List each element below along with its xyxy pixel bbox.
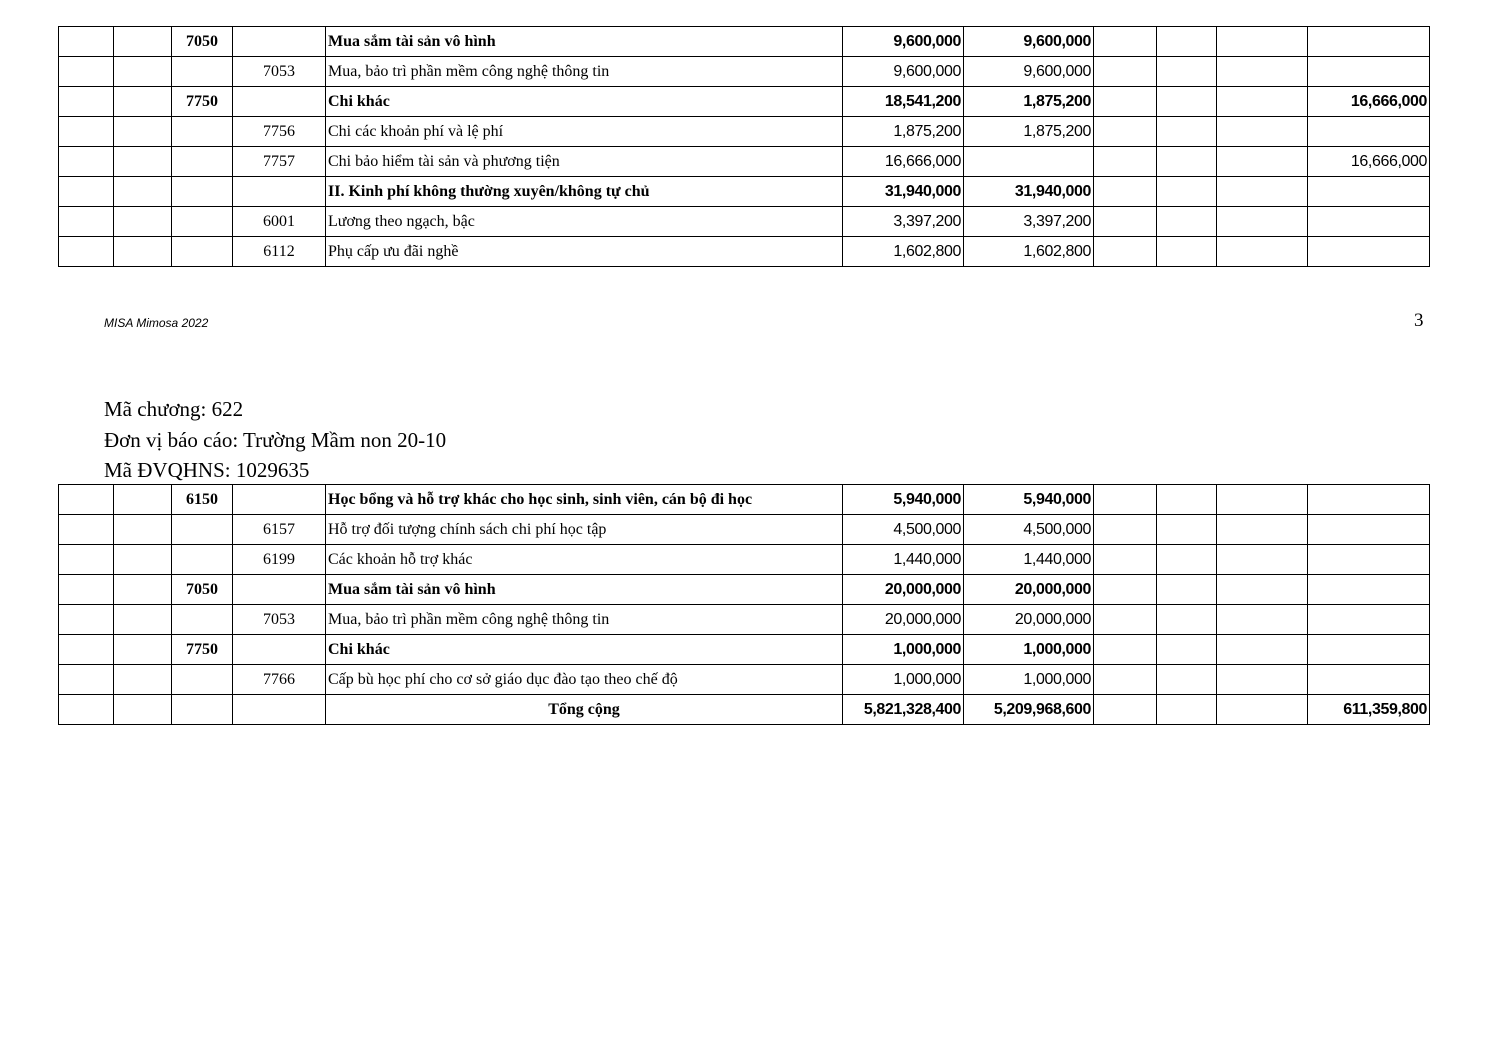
empty-amount-cell [1094, 147, 1157, 177]
empty-amount-cell [1217, 27, 1308, 57]
total-label: Tổng cộng [326, 695, 843, 725]
self-managed-amount-cell: 9,600,000 [964, 57, 1094, 87]
empty-cell [114, 545, 172, 575]
item-code-cell: 6199 [233, 545, 326, 575]
self-managed-amount-cell: 1,875,200 [964, 117, 1094, 147]
empty-amount-cell [1157, 207, 1217, 237]
empty-amount-cell [1094, 635, 1157, 665]
group-code-cell: 6150 [172, 485, 233, 515]
empty-amount-cell [1217, 515, 1308, 545]
total-amount-cell: 9,600,000 [843, 27, 964, 57]
self-managed-amount-cell: 20,000,000 [964, 575, 1094, 605]
group-code-cell [172, 57, 233, 87]
chapter-code: Mã chương: 622 [104, 397, 244, 421]
table-body-top [59, 27, 1430, 267]
total-row [59, 695, 1430, 725]
self-managed-amount-cell: 4,500,000 [964, 515, 1094, 545]
item-code-cell: 7053 [233, 605, 326, 635]
table-row [59, 485, 1430, 515]
other-amount-cell [1308, 635, 1430, 665]
empty-amount-cell [1217, 207, 1308, 237]
other-amount-cell: 16,666,000 [1308, 87, 1430, 117]
self-managed-amount-cell: 3,397,200 [964, 207, 1094, 237]
table-row [59, 57, 1430, 87]
empty-amount-cell [1094, 515, 1157, 545]
empty-cell [114, 485, 172, 515]
group-code-cell [172, 665, 233, 695]
budget-table-bottom [58, 484, 1430, 725]
empty-cell [114, 177, 172, 207]
empty-cell [59, 605, 114, 635]
item-code-cell [233, 695, 326, 725]
empty-amount-cell [1217, 237, 1308, 267]
other-amount-cell [1308, 117, 1430, 147]
description-cell: Chi khác [326, 87, 843, 117]
item-code-cell: 7766 [233, 665, 326, 695]
empty-cell [59, 57, 114, 87]
empty-cell [114, 27, 172, 57]
empty-amount-cell [1157, 485, 1217, 515]
description-cell: Mua sắm tài sản vô hình [326, 575, 843, 605]
description-cell: Phụ cấp ưu đãi nghề [326, 237, 843, 267]
total-amount-cell: 18,541,200 [843, 87, 964, 117]
total-amount-cell: 16,666,000 [843, 147, 964, 177]
item-code-cell [233, 635, 326, 665]
empty-cell [114, 207, 172, 237]
empty-cell [114, 87, 172, 117]
total-amount-cell: 5,821,328,400 [843, 695, 964, 725]
total-amount-cell: 20,000,000 [843, 575, 964, 605]
other-amount-cell [1308, 177, 1430, 207]
empty-amount-cell [1157, 87, 1217, 117]
empty-amount-cell [1157, 57, 1217, 87]
item-code-cell: 7053 [233, 57, 326, 87]
empty-amount-cell [1094, 27, 1157, 57]
empty-cell [114, 695, 172, 725]
description-cell: Lương theo ngạch, bậc [326, 207, 843, 237]
item-code-cell: 6001 [233, 207, 326, 237]
table-row [59, 515, 1430, 545]
table-row [59, 117, 1430, 147]
empty-amount-cell [1094, 545, 1157, 575]
budget-unit-code: Mã ĐVQHNS: 1029635 [104, 458, 310, 482]
empty-amount-cell [1157, 515, 1217, 545]
empty-amount-cell [1094, 117, 1157, 147]
description-cell: Mua, bảo trì phần mềm công nghệ thông tin [326, 605, 843, 635]
empty-amount-cell [1217, 695, 1308, 725]
empty-amount-cell [1157, 665, 1217, 695]
empty-amount-cell [1157, 695, 1217, 725]
empty-amount-cell [1217, 87, 1308, 117]
empty-cell [59, 237, 114, 267]
empty-amount-cell [1094, 605, 1157, 635]
empty-cell [59, 117, 114, 147]
table-row [59, 665, 1430, 695]
empty-amount-cell [1217, 485, 1308, 515]
empty-cell [59, 665, 114, 695]
page-number: 3 [1414, 310, 1424, 331]
table-row [59, 237, 1430, 267]
group-code-cell [172, 177, 233, 207]
empty-amount-cell [1217, 57, 1308, 87]
self-managed-amount-cell: 5,209,968,600 [964, 695, 1094, 725]
other-amount-cell [1308, 575, 1430, 605]
empty-amount-cell [1094, 237, 1157, 267]
other-amount-cell [1308, 605, 1430, 635]
empty-amount-cell [1157, 27, 1217, 57]
item-code-cell [233, 575, 326, 605]
group-code-cell [172, 545, 233, 575]
empty-cell [114, 237, 172, 267]
empty-amount-cell [1094, 87, 1157, 117]
empty-amount-cell [1217, 177, 1308, 207]
table-row [59, 575, 1430, 605]
self-managed-amount-cell: 1,875,200 [964, 87, 1094, 117]
description-cell: Các khoản hỗ trợ khác [326, 545, 843, 575]
empty-amount-cell [1157, 147, 1217, 177]
group-code-cell [172, 207, 233, 237]
empty-amount-cell [1094, 575, 1157, 605]
empty-amount-cell [1157, 237, 1217, 267]
description-cell: II. Kinh phí không thường xuyên/không tự chủ [326, 177, 843, 207]
other-amount-cell [1308, 545, 1430, 575]
empty-amount-cell [1094, 665, 1157, 695]
empty-amount-cell [1094, 695, 1157, 725]
description-cell: Hỗ trợ đối tượng chính sách chi phí học tập [326, 515, 843, 545]
total-amount-cell: 31,940,000 [843, 177, 964, 207]
description-cell: Cấp bù học phí cho cơ sở giáo dục đào tạo theo chế độ [326, 665, 843, 695]
table-row [59, 87, 1430, 117]
other-amount-cell [1308, 207, 1430, 237]
group-code-cell: 7050 [172, 575, 233, 605]
self-managed-amount-cell: 20,000,000 [964, 605, 1094, 635]
total-amount-cell: 9,600,000 [843, 57, 964, 87]
group-code-cell [172, 695, 233, 725]
empty-amount-cell [1094, 177, 1157, 207]
empty-cell [59, 575, 114, 605]
empty-amount-cell [1157, 117, 1217, 147]
table-row [59, 605, 1430, 635]
group-code-cell [172, 237, 233, 267]
empty-cell [114, 635, 172, 665]
description-cell: Mua, bảo trì phần mềm công nghệ thông tin [326, 57, 843, 87]
self-managed-amount-cell: 1,000,000 [964, 665, 1094, 695]
report-header [104, 394, 446, 486]
empty-amount-cell [1157, 635, 1217, 665]
empty-amount-cell [1094, 207, 1157, 237]
group-code-cell [172, 515, 233, 545]
budget-table-top [58, 26, 1430, 267]
empty-cell [59, 485, 114, 515]
total-amount-cell: 5,940,000 [843, 485, 964, 515]
table-row [59, 207, 1430, 237]
empty-cell [114, 515, 172, 545]
self-managed-amount-cell: 1,000,000 [964, 635, 1094, 665]
empty-cell [114, 117, 172, 147]
empty-amount-cell [1217, 635, 1308, 665]
item-code-cell: 7757 [233, 147, 326, 177]
item-code-cell [233, 485, 326, 515]
self-managed-amount-cell: 5,940,000 [964, 485, 1094, 515]
other-amount-cell [1308, 665, 1430, 695]
group-code-cell [172, 117, 233, 147]
empty-amount-cell [1217, 117, 1308, 147]
empty-cell [59, 635, 114, 665]
total-amount-cell: 3,397,200 [843, 207, 964, 237]
empty-amount-cell [1217, 665, 1308, 695]
empty-cell [114, 57, 172, 87]
group-code-cell [172, 147, 233, 177]
total-amount-cell: 1,000,000 [843, 635, 964, 665]
empty-cell [114, 665, 172, 695]
empty-cell [59, 695, 114, 725]
self-managed-amount-cell: 31,940,000 [964, 177, 1094, 207]
other-amount-cell [1308, 57, 1430, 87]
item-code-cell [233, 177, 326, 207]
item-code-cell: 7756 [233, 117, 326, 147]
description-cell: Chi khác [326, 635, 843, 665]
total-amount-cell: 1,000,000 [843, 665, 964, 695]
footer-brand: MISA Mimosa 2022 [104, 316, 209, 330]
empty-cell [114, 575, 172, 605]
other-amount-cell [1308, 27, 1430, 57]
empty-amount-cell [1217, 575, 1308, 605]
description-cell: Chi bảo hiểm tài sản và phương tiện [326, 147, 843, 177]
description-cell: Chi các khoản phí và lệ phí [326, 117, 843, 147]
table-body-bottom [59, 485, 1430, 725]
table-row [59, 147, 1430, 177]
group-code-cell [172, 605, 233, 635]
other-amount-cell: 611,359,800 [1308, 695, 1430, 725]
other-amount-cell [1308, 237, 1430, 267]
empty-amount-cell [1157, 575, 1217, 605]
table-row [59, 27, 1430, 57]
table-row [59, 635, 1430, 665]
empty-amount-cell [1157, 177, 1217, 207]
empty-cell [59, 147, 114, 177]
group-code-cell: 7050 [172, 27, 233, 57]
description-cell: Học bổng và hỗ trợ khác cho học sinh, sinh viên, cán bộ đi học [326, 485, 843, 515]
empty-amount-cell [1217, 545, 1308, 575]
item-code-cell [233, 27, 326, 57]
empty-cell [59, 27, 114, 57]
empty-cell [59, 545, 114, 575]
empty-cell [59, 207, 114, 237]
empty-amount-cell [1217, 605, 1308, 635]
self-managed-amount-cell [964, 147, 1094, 177]
table-row [59, 177, 1430, 207]
empty-cell [59, 87, 114, 117]
empty-cell [114, 605, 172, 635]
self-managed-amount-cell: 1,602,800 [964, 237, 1094, 267]
empty-cell [114, 147, 172, 177]
item-code-cell: 6112 [233, 237, 326, 267]
reporting-unit: Đơn vị báo cáo: Trường Mầm non 20-10 [104, 427, 447, 452]
other-amount-cell: 16,666,000 [1308, 147, 1430, 177]
empty-amount-cell [1094, 485, 1157, 515]
group-code-cell: 7750 [172, 87, 233, 117]
empty-amount-cell [1157, 545, 1217, 575]
total-amount-cell: 1,440,000 [843, 545, 964, 575]
other-amount-cell [1308, 485, 1430, 515]
description-cell: Mua sắm tài sản vô hình [326, 27, 843, 57]
self-managed-amount-cell: 9,600,000 [964, 27, 1094, 57]
empty-amount-cell [1157, 605, 1217, 635]
empty-amount-cell [1217, 147, 1308, 177]
total-amount-cell: 4,500,000 [843, 515, 964, 545]
total-amount-cell: 1,602,800 [843, 237, 964, 267]
item-code-cell: 6157 [233, 515, 326, 545]
group-code-cell: 7750 [172, 635, 233, 665]
table-row [59, 545, 1430, 575]
empty-cell [59, 515, 114, 545]
total-amount-cell: 1,875,200 [843, 117, 964, 147]
empty-amount-cell [1094, 57, 1157, 87]
self-managed-amount-cell: 1,440,000 [964, 545, 1094, 575]
empty-cell [59, 177, 114, 207]
other-amount-cell [1308, 515, 1430, 545]
total-amount-cell: 20,000,000 [843, 605, 964, 635]
item-code-cell [233, 87, 326, 117]
